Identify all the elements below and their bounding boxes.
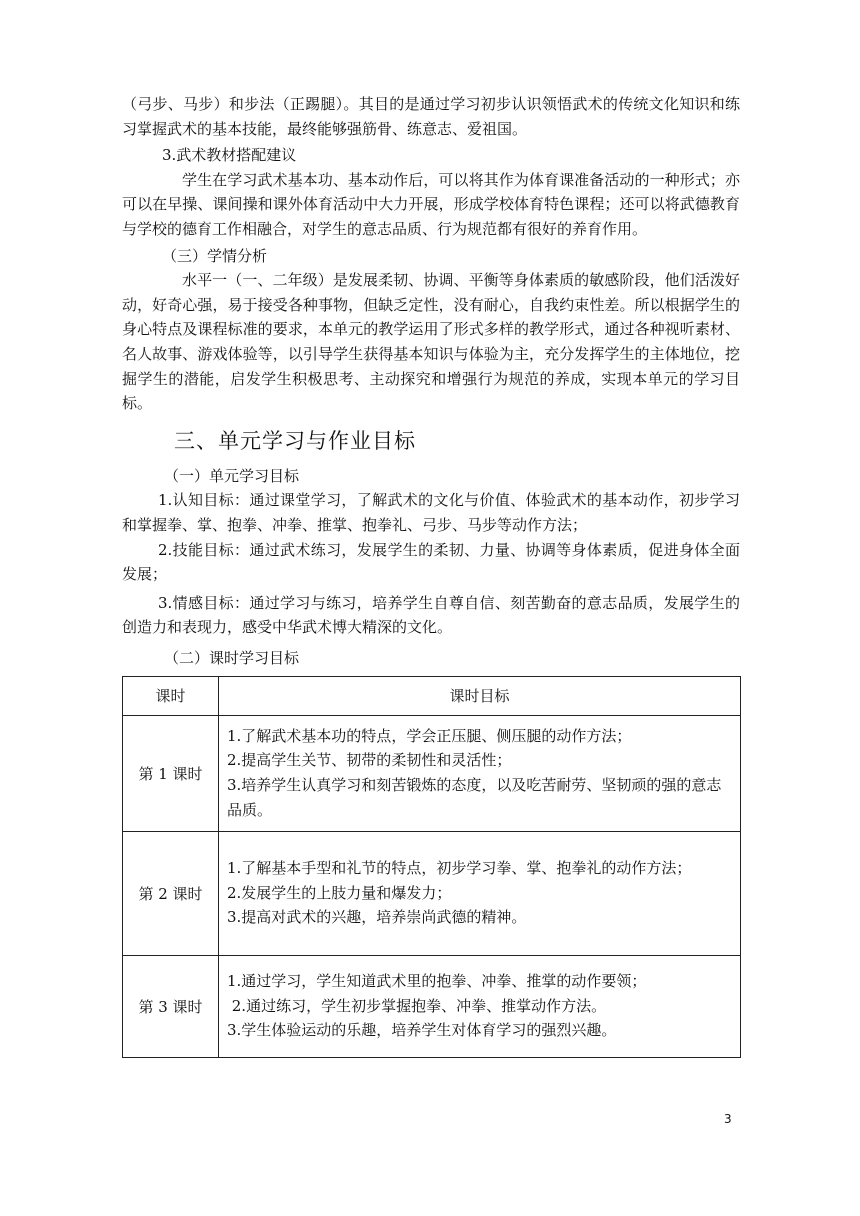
table-row <box>123 716 741 832</box>
header-goals: 课时目标 <box>219 677 741 716</box>
header-lesson: 课时 <box>123 677 219 716</box>
section-title: 三、单元学习与作业目标 <box>174 428 416 453</box>
goal-line: 2.提高学生关节、韧带的柔韧性和灵活性； <box>227 751 512 770</box>
page-content <box>122 92 740 1058</box>
paragraph-continuation: （弓步、马步）和步法（正踢腿）。其目的是通过学习初步认识领悟武术的传统文化知识和练习掌握武术的基本技能，最终能够强筋骨、练意志、爱祖国。 <box>122 95 740 138</box>
unit-goal-item: 1.认知目标：通过课堂学习，了解武术的文化与价值、体验武术的基本动作，初步学习和掌握拳、掌、抱拳、冲拳、推掌、抱拳礼、弓步、马步等动作方法； <box>122 491 740 534</box>
goal-line: 1.了解基本手型和礼节的特点，初步学习拳、掌、抱拳礼的动作方法； <box>227 859 692 878</box>
goal-line: 3.培养学生认真学习和刻苦锻炼的态度，以及吃苦耐劳、坚韧顽的强的意志品质。 <box>227 775 722 819</box>
subheading-unit-goals: （一）单元学习目标 <box>164 466 300 485</box>
goal-line: 2.通过练习，学生初步掌握抱拳、冲拳、推掌动作方法。 <box>227 996 607 1015</box>
unit-goal-item: 3.情感目标：通过学习与练习，培养学生自尊自信、刻苦勤奋的意志品质，发展学生的创造力和表现力，感受中华武术博大精深的文化。 <box>122 593 740 637</box>
goals-cell <box>219 832 741 956</box>
goal-line: 2.发展学生的上肢力量和爆发力； <box>227 883 452 902</box>
subheading-learner-analysis: （三）学情分析 <box>162 246 268 265</box>
lesson-goals-table-wrap <box>122 676 740 1058</box>
subheading-lesson-goals: （二）课时学习目标 <box>164 648 300 667</box>
lesson-cell: 第 1 课时 <box>123 716 219 832</box>
lesson-goals-table <box>122 676 741 1058</box>
page-number: 3 <box>724 1112 732 1126</box>
goals-cell <box>219 956 741 1058</box>
unit-goal-item: 2.技能目标：通过武术练习，发展学生的柔韧、力量、协调等身体素质，促进身体全面发展； <box>122 540 740 584</box>
lesson-cell: 第 2 课时 <box>123 832 219 956</box>
paragraph-textbook-suggestion: 学生在学习武术基本功、基本动作后，可以将其作为体育课准备活动的一种形式；亦可以在早操、课间操和课外体育活动中大力开展，形成学校体育特色课程；还可以将武德教育与学校的德育工作相融合，对学生的意志品质、行为规范都有很好的养育作用。 <box>122 170 740 238</box>
paragraph-learner-analysis: 水平一（一、二年级）是发展柔韧、协调、平衡等身体素质的敏感阶段，他们活泼好动，好奇心强，易于接受各种事物，但缺乏定性，没有耐心，自我约束性差。所以根据学生的身心特点及课程标准的要求，本单元的教学运用了形式多样的教学形式，通过各种视听素材、名人故事、游戏体验等，以引导学生获得基本知识与体验为主，充分发挥学生的主体地位，挖掘学生的潜能，启发学生积极思考、主动探究和增强行为规范的养成，实现本单元的学习目标。 <box>122 271 740 413</box>
table-header-row <box>123 677 741 716</box>
goal-line: 1.了解武术基本功的特点，学会正压腿、侧压腿的动作方法； <box>227 726 632 745</box>
lesson-cell: 第 3 课时 <box>123 956 219 1058</box>
table-row <box>123 832 741 956</box>
subheading-textbook-suggestion: 3.武术教材搭配建议 <box>162 146 297 165</box>
goal-line: 3.提高对武术的兴趣，培养崇尚武德的精神。 <box>227 908 527 927</box>
goals-cell <box>219 716 741 832</box>
table-row <box>123 956 741 1058</box>
goal-line: 1.通过学习，学生知道武术里的抱拳、冲拳、推掌的动作要领； <box>227 972 647 991</box>
goal-line: 3.学生体验运动的乐趣，培养学生对体育学习的强烈兴趣。 <box>227 1021 617 1040</box>
